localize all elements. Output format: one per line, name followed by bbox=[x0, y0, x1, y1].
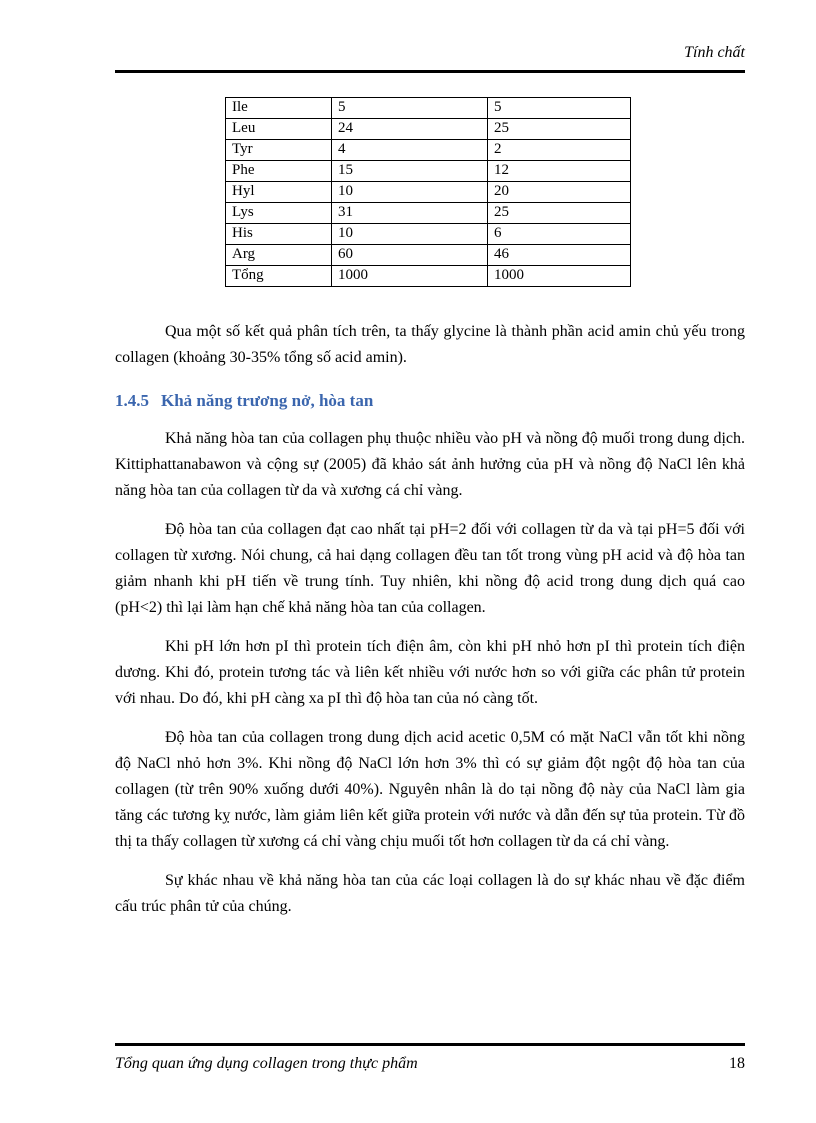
table-row bbox=[226, 161, 631, 182]
table-row bbox=[226, 182, 631, 203]
table-cell: 10 bbox=[332, 182, 488, 203]
table-cell: Leu bbox=[226, 119, 332, 140]
section-heading-title: Khả năng trương nở, hòa tan bbox=[161, 391, 374, 410]
table-cell: 2 bbox=[488, 140, 631, 161]
table-cell: 10 bbox=[332, 224, 488, 245]
table-cell: Lys bbox=[226, 203, 332, 224]
body-paragraph: Độ hòa tan của collagen đạt cao nhất tại pH=2 đối với collagen từ da và tại pH=5 đối với collagen từ xương. Nói chung, cả hai dạng collagen đều tan tốt trong vùng pH acid và độ hòa tan giảm nhanh khi pH tiến về trung tính. Tuy nhiên, khi nồng độ acid trong dung dịch quá cao (pH<2) thì lại làm hạn chế khả năng hòa tan của collagen. bbox=[115, 521, 745, 616]
table-cell: 31 bbox=[332, 203, 488, 224]
page-content bbox=[115, 0, 745, 920]
table-cell: Ile bbox=[226, 98, 332, 119]
table-cell: 15 bbox=[332, 161, 488, 182]
page-header bbox=[115, 0, 745, 73]
table-cell: 25 bbox=[488, 203, 631, 224]
table-cell: His bbox=[226, 224, 332, 245]
footer-title: Tổng quan ứng dụng collagen trong thực phẩm bbox=[115, 1055, 418, 1072]
table-row bbox=[226, 203, 631, 224]
body-paragraph: Khi pH lớn hơn pI thì protein tích điện âm, còn khi pH nhỏ hơn pI thì protein tích điện dương. Khi đó, protein tương tác và liên kết nhiều với nước hơn so với giữa các phân tử protein với nhau. Do đó, khi pH càng xa pI thì độ hòa tan của nó càng tốt. bbox=[115, 638, 745, 707]
table-row bbox=[226, 266, 631, 287]
body-paragraph: Độ hòa tan của collagen trong dung dịch acid acetic 0,5M có mặt NaCl vẫn tốt khi nồng độ NaCl nhỏ hơn 3%. Khi nồng độ NaCl lớn hơn 3% thì có sự giảm đột ngột độ hòa tan của collagen (từ trên 90% xuống dưới 40%). Nguyên nhân là do tại nồng độ này của NaCl làm gia tăng các tương kỵ nước, làm giảm liên kết giữa protein với nước và dẫn đến sự tủa protein. Từ đồ thị ta thấy collagen từ xương cá chỉ vàng chịu muối tốt hơn collagen từ da cá chỉ vàng. bbox=[115, 729, 745, 850]
table-row bbox=[226, 224, 631, 245]
page-footer bbox=[115, 1043, 745, 1073]
table-cell: 1000 bbox=[488, 266, 631, 287]
table-cell: Phe bbox=[226, 161, 332, 182]
table-cell: Hyl bbox=[226, 182, 332, 203]
table-row bbox=[226, 140, 631, 161]
table-cell: Arg bbox=[226, 245, 332, 266]
table-row bbox=[226, 119, 631, 140]
intro-paragraph: Qua một số kết quả phân tích trên, ta thấy glycine là thành phần acid amin chủ yếu trong collagen (khoảng 30-35% tổng số acid amin). bbox=[115, 323, 745, 366]
table-cell: 6 bbox=[488, 224, 631, 245]
body-paragraph: Sự khác nhau về khả năng hòa tan của các loại collagen là do sự khác nhau về đặc điểm cấu trúc phân tử của chúng. bbox=[115, 872, 745, 915]
table-row bbox=[226, 98, 631, 119]
table-cell: 5 bbox=[332, 98, 488, 119]
table-cell: 12 bbox=[488, 161, 631, 182]
section-heading bbox=[115, 389, 745, 413]
body-paragraph: Khả năng hòa tan của collagen phụ thuộc nhiều vào pH và nồng độ muối trong dung dịch. Kittiphattanabawon và cộng sự (2005) đã khảo sát ảnh hưởng của pH và nồng độ NaCl lên khả năng hòa tan của collagen từ da và xương cá chỉ vàng. bbox=[115, 430, 745, 499]
table-cell: 4 bbox=[332, 140, 488, 161]
table-row bbox=[226, 245, 631, 266]
table-cell: 24 bbox=[332, 119, 488, 140]
amino-acid-table bbox=[225, 97, 631, 287]
page-number: 18 bbox=[729, 1055, 745, 1072]
table-cell: 1000 bbox=[332, 266, 488, 287]
table-cell: 25 bbox=[488, 119, 631, 140]
section-heading-number: 1.4.5 bbox=[115, 391, 149, 410]
table-cell: Tyr bbox=[226, 140, 332, 161]
table-cell: 60 bbox=[332, 245, 488, 266]
table-cell: 5 bbox=[488, 98, 631, 119]
amino-acid-table-body bbox=[226, 98, 631, 287]
table-cell: 46 bbox=[488, 245, 631, 266]
header-right-text: Tính chất bbox=[684, 44, 745, 61]
table-cell: Tổng bbox=[226, 266, 332, 287]
table-cell: 20 bbox=[488, 182, 631, 203]
